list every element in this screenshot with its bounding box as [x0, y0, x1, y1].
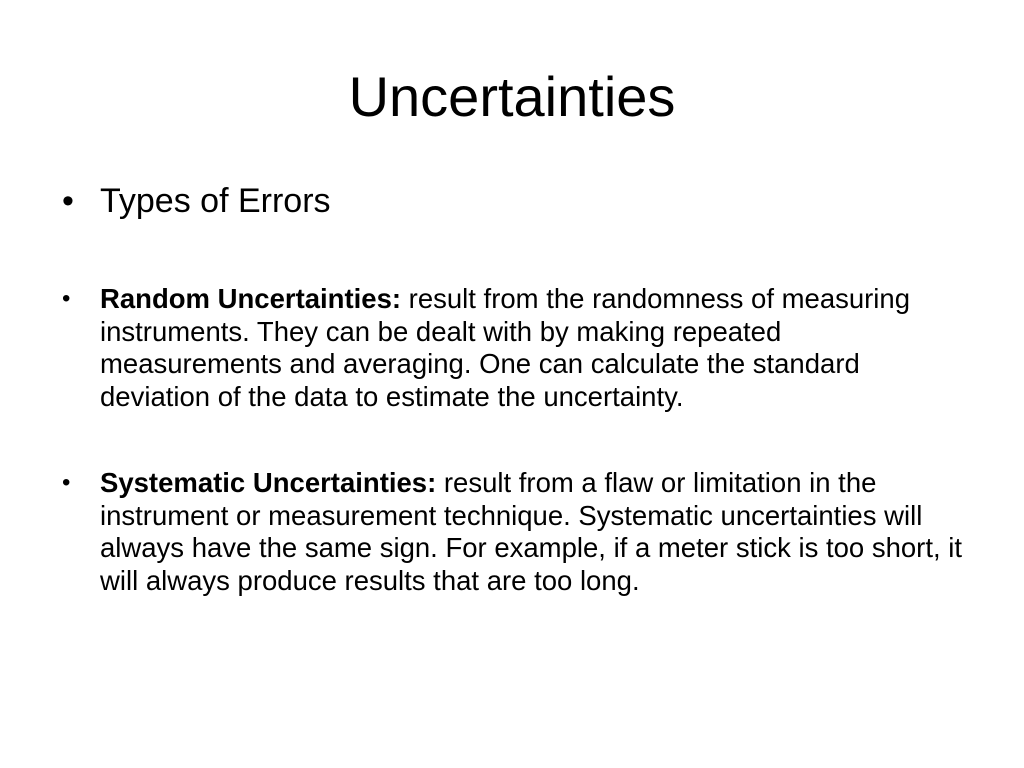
bullet-term: Systematic Uncertainties:	[100, 467, 437, 498]
bullet-marker: •	[62, 285, 71, 312]
bullet-body	[100, 467, 962, 597]
bullet-term: Random Uncertainties:	[100, 283, 402, 314]
slide-title: Uncertainties	[348, 65, 676, 128]
bullet-body	[100, 283, 962, 413]
bullet-systematic-uncertainties	[62, 467, 962, 597]
bullet-marker: •	[62, 469, 71, 496]
bullet-text: result from the randomness of measuring instruments. They can be dealt with by making repeated measurements and averaging. One can calculate the standard deviation of the data to estimate the uncertainty.	[100, 283, 911, 412]
bullet-random-uncertainties	[62, 283, 962, 413]
bullet-marker: •	[62, 182, 74, 220]
bullet-text: result from a flaw or limitation in the instrument or measurement technique. Systematic uncertainties will always have the same sign. For example, if a meter stick is too short, it will always produce results that are too long.	[100, 467, 963, 596]
bullet-types-of-errors	[62, 180, 962, 222]
bullet-text: Types of Errors	[100, 182, 331, 220]
